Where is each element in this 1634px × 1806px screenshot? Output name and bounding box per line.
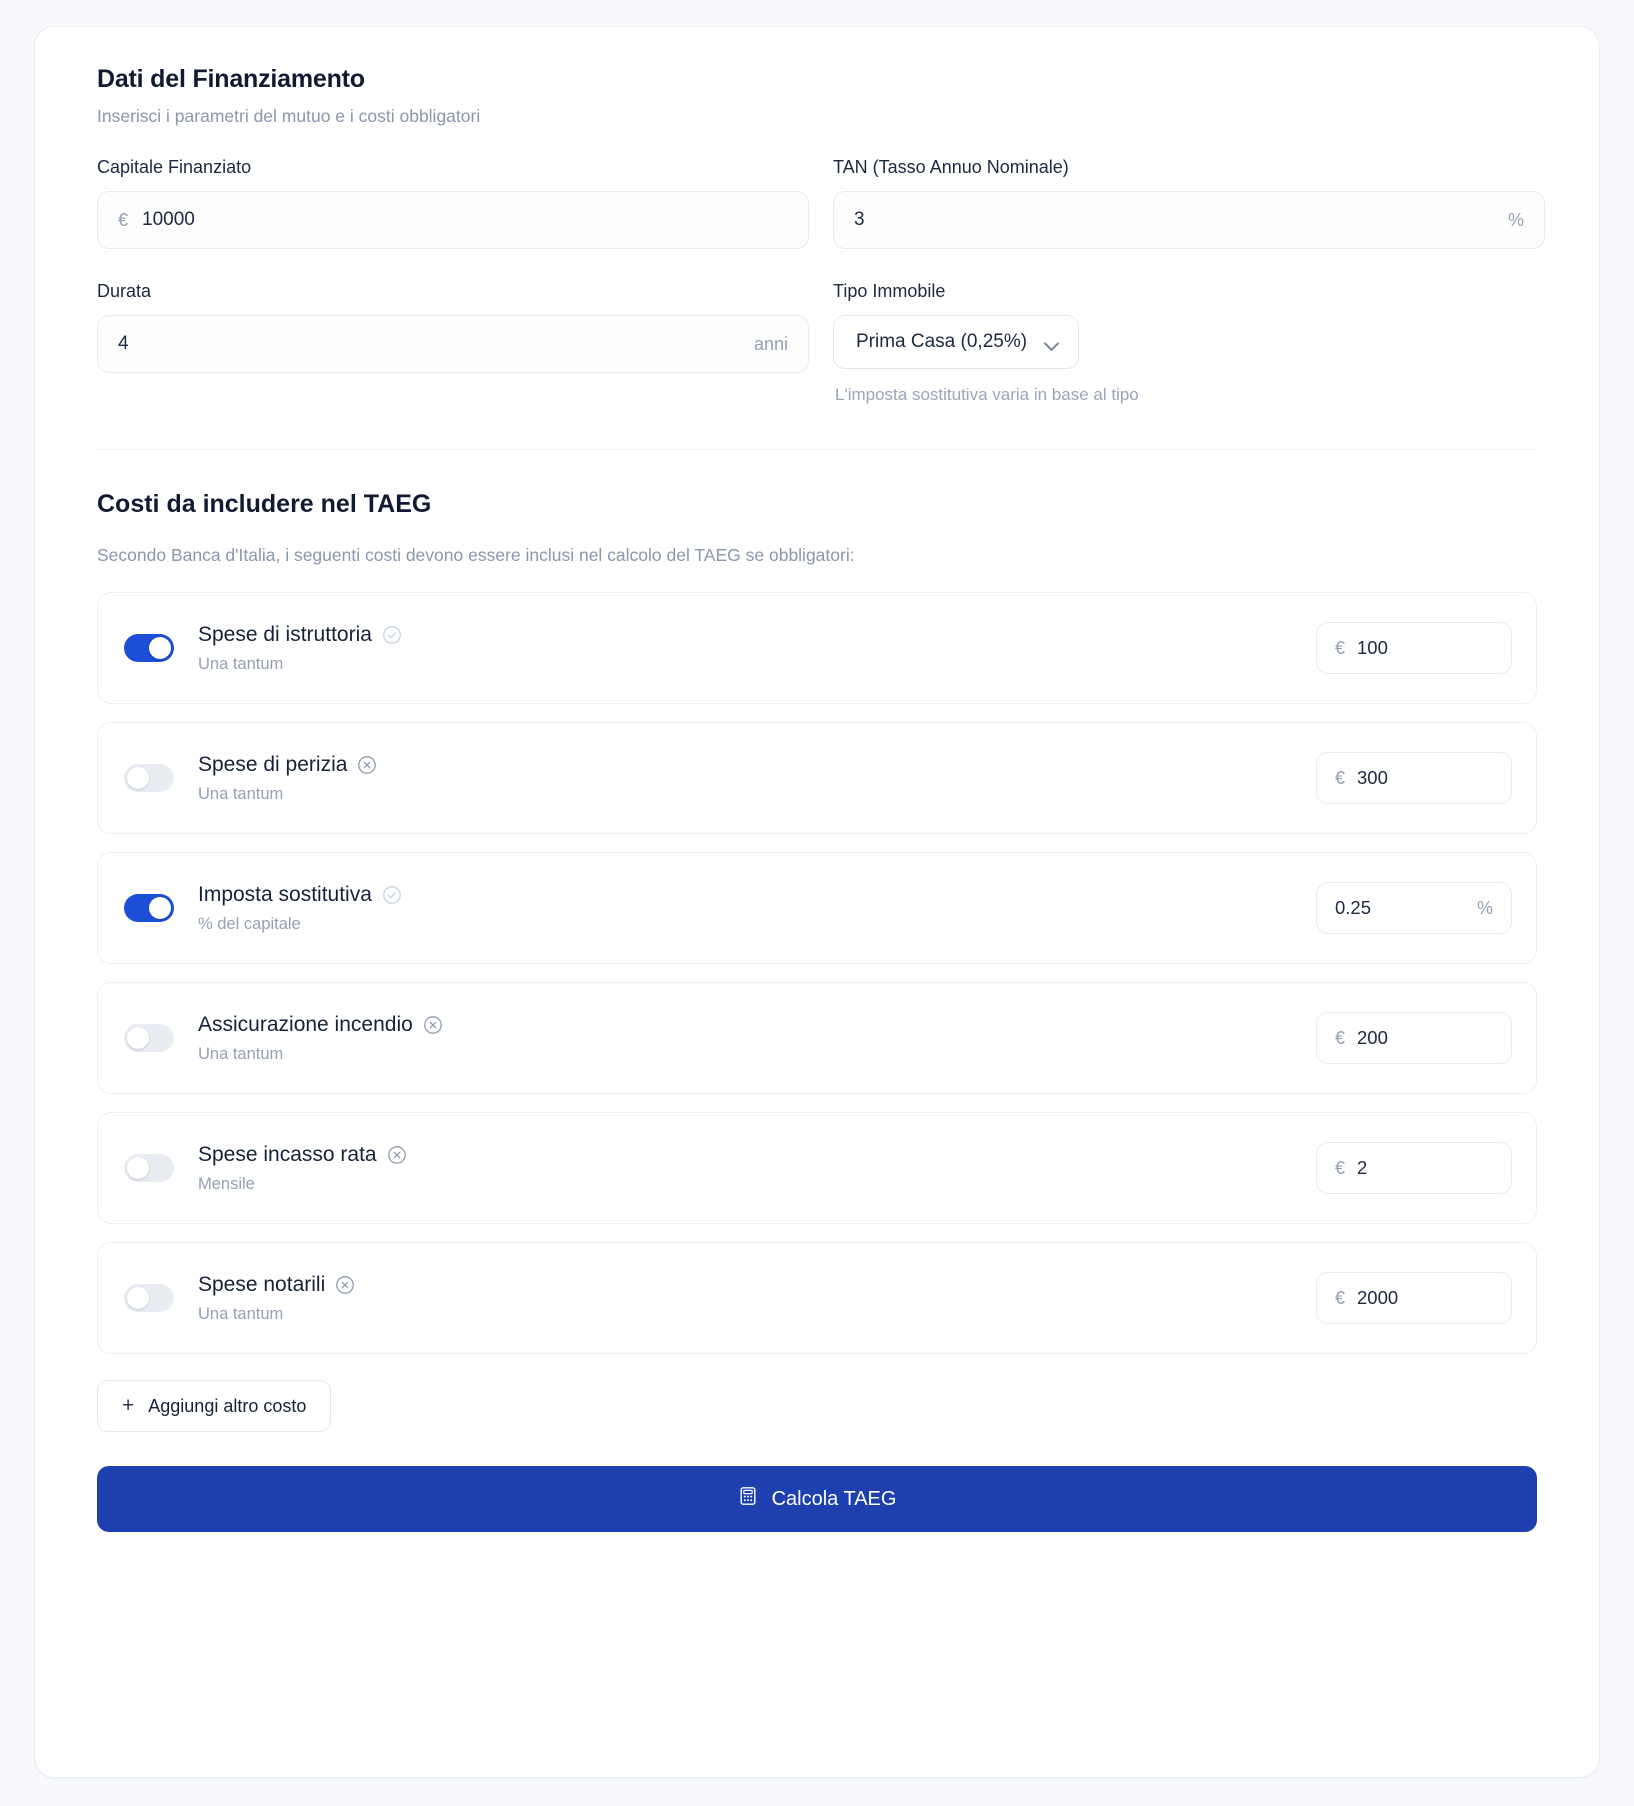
property-type-value: Prima Casa (0,25%) xyxy=(856,331,1028,352)
cost-amount-wrap[interactable] xyxy=(1316,622,1512,674)
toggle-knob xyxy=(149,897,171,919)
cost-frequency: % del capitale xyxy=(198,914,301,933)
check-circle-icon xyxy=(382,885,402,905)
cost-texts xyxy=(198,1143,1316,1194)
costs-list xyxy=(97,592,1537,1354)
euro-icon: € xyxy=(1335,1027,1346,1048)
page-title: Dati del Finanziamento xyxy=(97,65,365,93)
cost-amount-input[interactable] xyxy=(1357,1157,1493,1179)
cost-row xyxy=(97,1242,1537,1354)
tan-field xyxy=(833,157,1545,249)
financing-form xyxy=(97,157,1537,405)
toggle-knob xyxy=(127,767,149,789)
taeg-calculator-card xyxy=(34,26,1600,1778)
euro-icon: € xyxy=(1335,1157,1346,1178)
capital-field xyxy=(97,157,809,249)
property-type-label: Tipo Immobile xyxy=(833,281,946,301)
cost-row xyxy=(97,852,1537,964)
tan-input[interactable] xyxy=(854,209,1508,231)
cost-toggle[interactable] xyxy=(124,634,174,662)
cost-name: Imposta sostitutiva xyxy=(198,882,372,906)
tan-label: TAN (Tasso Annuo Nominale) xyxy=(833,157,1069,177)
cost-texts xyxy=(198,1273,1316,1324)
cost-row xyxy=(97,722,1537,834)
costs-title: Costi da includere nel TAEG xyxy=(97,490,432,518)
cost-texts xyxy=(198,623,1316,674)
euro-icon: € xyxy=(118,209,129,230)
capital-input-wrap[interactable] xyxy=(97,191,809,249)
cost-amount-input[interactable] xyxy=(1357,1287,1493,1309)
cost-amount-wrap[interactable] xyxy=(1316,1142,1512,1194)
toggle-knob xyxy=(127,1027,149,1049)
x-circle-icon xyxy=(357,755,377,775)
cost-name: Spese di perizia xyxy=(198,752,348,776)
property-type-field xyxy=(833,281,1545,405)
cost-amount-input[interactable] xyxy=(1357,1027,1493,1049)
cost-name: Spese di istruttoria xyxy=(198,622,372,646)
cost-name-line xyxy=(198,753,1316,777)
add-cost-label: Aggiungi altro costo xyxy=(148,1395,307,1416)
calculator-icon xyxy=(738,1486,758,1512)
cost-name-line xyxy=(198,883,1316,907)
toggle-knob xyxy=(149,637,171,659)
cost-toggle[interactable] xyxy=(124,1154,174,1182)
cost-row xyxy=(97,1112,1537,1224)
toggle-knob xyxy=(127,1287,149,1309)
cost-texts xyxy=(198,1013,1316,1064)
euro-icon: € xyxy=(1335,767,1346,788)
property-type-select[interactable] xyxy=(833,315,1079,369)
x-circle-icon xyxy=(335,1275,355,1295)
cost-frequency: Una tantum xyxy=(198,1044,284,1063)
cost-toggle[interactable] xyxy=(124,764,174,792)
property-type-hint: L'imposta sostitutiva varia in base al tipo xyxy=(835,385,1139,404)
cost-row xyxy=(97,592,1537,704)
cost-amount-input[interactable] xyxy=(1357,637,1493,659)
cost-amount-wrap[interactable] xyxy=(1316,1012,1512,1064)
cost-amount-wrap[interactable] xyxy=(1316,882,1512,934)
grid-spacer-right xyxy=(833,249,1545,281)
cost-frequency: Una tantum xyxy=(198,654,284,673)
cost-texts xyxy=(198,883,1316,934)
tan-input-wrap[interactable] xyxy=(833,191,1545,249)
page-subtitle: Inserisci i parametri del mutuo e i costi obbligatori xyxy=(97,106,481,126)
cost-texts xyxy=(198,753,1316,804)
capital-input[interactable] xyxy=(142,209,788,231)
cost-row xyxy=(97,982,1537,1094)
add-cost-button[interactable] xyxy=(97,1380,331,1432)
cost-amount-input[interactable] xyxy=(1335,897,1477,919)
cost-name: Assicurazione incendio xyxy=(198,1012,413,1036)
cost-toggle[interactable] xyxy=(124,894,174,922)
cost-name: Spese notarili xyxy=(198,1272,326,1296)
cost-toggle[interactable] xyxy=(124,1024,174,1052)
section-divider xyxy=(97,449,1537,450)
euro-icon: € xyxy=(1335,1287,1346,1308)
cost-name-line xyxy=(198,1273,1316,1297)
percent-icon: % xyxy=(1507,209,1524,230)
cost-amount-wrap[interactable] xyxy=(1316,752,1512,804)
cost-name-line xyxy=(198,1143,1316,1167)
x-circle-icon xyxy=(387,1145,407,1165)
cost-frequency: Mensile xyxy=(198,1174,255,1193)
cost-frequency: Una tantum xyxy=(198,784,284,803)
capital-label: Capitale Finanziato xyxy=(97,157,252,177)
duration-field xyxy=(97,281,809,405)
cost-frequency: Una tantum xyxy=(198,1304,284,1323)
grid-spacer-left xyxy=(97,249,809,281)
calculate-taeg-button[interactable] xyxy=(97,1466,1537,1532)
cost-toggle[interactable] xyxy=(124,1284,174,1312)
costs-note: Secondo Banca d'Italia, i seguenti costi devono essere inclusi nel calcolo del TAEG se obbligatori: xyxy=(97,545,855,565)
toggle-knob xyxy=(127,1157,149,1179)
plus-icon: + xyxy=(122,1393,135,1417)
cost-name: Spese incasso rata xyxy=(198,1142,377,1166)
cost-name-line xyxy=(198,1013,1316,1037)
percent-icon: % xyxy=(1476,897,1493,918)
chevron-down-icon xyxy=(1045,338,1060,347)
duration-input[interactable] xyxy=(118,333,754,355)
cost-amount-input[interactable] xyxy=(1357,767,1493,789)
calculate-taeg-label: Calcola TAEG xyxy=(771,1487,897,1510)
check-circle-icon xyxy=(382,625,402,645)
duration-input-wrap[interactable] xyxy=(97,315,809,373)
duration-unit-label: anni xyxy=(753,333,788,354)
cost-name-line xyxy=(198,623,1316,647)
duration-label: Durata xyxy=(97,281,152,301)
cost-amount-wrap[interactable] xyxy=(1316,1272,1512,1324)
x-circle-icon xyxy=(423,1015,443,1035)
euro-icon: € xyxy=(1335,637,1346,658)
